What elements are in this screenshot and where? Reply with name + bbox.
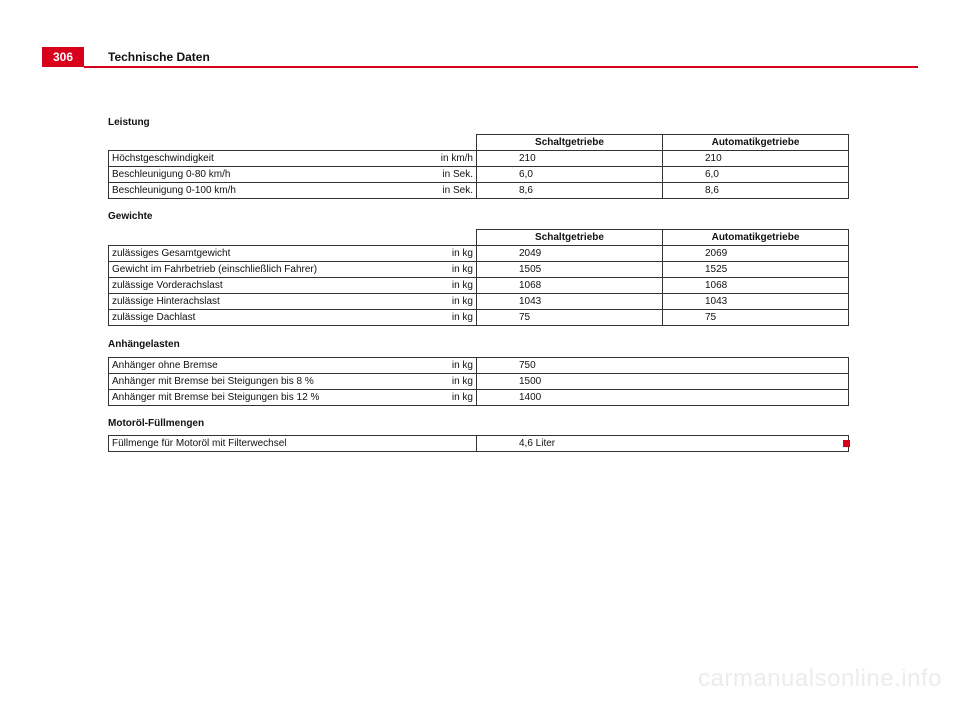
row-label-text: zulässige Vorderachslast: [112, 279, 223, 291]
row-label: [109, 294, 477, 310]
header-blank-cell: [109, 135, 477, 151]
row-unit: in kg: [451, 279, 473, 291]
manual-value: 1505: [477, 262, 663, 278]
row-label-text: Gewicht im Fahrbetrieb (einschließlich Fahrer): [112, 263, 318, 275]
row-unit: in kg: [451, 295, 473, 307]
row-value: 1500: [477, 374, 849, 390]
automatic-value: 75: [663, 310, 849, 326]
row-unit: in km/h: [440, 152, 473, 164]
row-label-text: zulässiges Gesamtgewicht: [112, 247, 231, 259]
watermark: carmanualsonline.info: [698, 665, 942, 692]
row-label-text: Höchstgeschwindigkeit: [112, 152, 214, 164]
page-number: 306: [42, 47, 84, 67]
row-unit: in kg: [451, 263, 473, 275]
row-unit: in Sek.: [442, 184, 473, 196]
row-label-text: zulässige Dachlast: [112, 311, 196, 323]
header-rule: [84, 66, 918, 68]
header-manual: Schaltgetriebe: [477, 135, 663, 151]
automatic-value: 2069: [663, 246, 849, 262]
row-unit: in kg: [451, 311, 473, 323]
table-motoroel: [108, 435, 849, 452]
row-label-text: Anhänger ohne Bremse: [112, 359, 218, 371]
row-unit: in kg: [451, 375, 473, 387]
row-label: [109, 151, 477, 167]
manual-value: 210: [477, 151, 663, 167]
row-unit: in Sek.: [442, 168, 473, 180]
row-unit: in kg: [451, 391, 473, 403]
table-row: [109, 262, 849, 278]
table-row: [109, 278, 849, 294]
row-label: [109, 374, 477, 390]
table-gewichte: [108, 229, 849, 326]
table-row: [109, 167, 849, 183]
table-row: [109, 390, 849, 406]
row-label: [109, 167, 477, 183]
table-row: [109, 183, 849, 199]
section-title-leistung: Leistung: [108, 117, 150, 128]
table-row: [109, 358, 849, 374]
table-anhaengelasten: [108, 357, 849, 406]
header-automatic: Automatikgetriebe: [663, 230, 849, 246]
automatic-value: 210: [663, 151, 849, 167]
manual-value: 6,0: [477, 167, 663, 183]
header-automatic: Automatikgetriebe: [663, 135, 849, 151]
table-row: [109, 294, 849, 310]
manual-value: 1043: [477, 294, 663, 310]
row-value: 750: [477, 358, 849, 374]
table-header-row: [109, 135, 849, 151]
row-value: 4,6 Liter: [477, 436, 849, 452]
page-title: Technische Daten: [108, 50, 210, 64]
row-label-text: zulässige Hinterachslast: [112, 295, 220, 307]
automatic-value: 1068: [663, 278, 849, 294]
row-label: [109, 358, 477, 374]
table-row: [109, 246, 849, 262]
table-row: [109, 436, 849, 452]
row-label: Füllmenge für Motoröl mit Filterwechsel: [109, 436, 477, 452]
row-label: [109, 278, 477, 294]
table-header-row: [109, 230, 849, 246]
row-unit: in kg: [451, 247, 473, 259]
row-label-text: Beschleunigung 0-100 km/h: [112, 184, 236, 196]
row-label-text: Beschleunigung 0-80 km/h: [112, 168, 231, 180]
section-title-motoroel: Motoröl-Füllmengen: [108, 418, 205, 429]
section-title-gewichte: Gewichte: [108, 211, 153, 222]
row-label: [109, 390, 477, 406]
row-label: [109, 183, 477, 199]
manual-value: 75: [477, 310, 663, 326]
row-value: 1400: [477, 390, 849, 406]
table-row: [109, 151, 849, 167]
row-unit: in kg: [451, 359, 473, 371]
automatic-value: 1043: [663, 294, 849, 310]
automatic-value: 1525: [663, 262, 849, 278]
row-label-text: Anhänger mit Bremse bei Steigungen bis 8 %: [112, 375, 314, 387]
manual-value: 2049: [477, 246, 663, 262]
header-manual: Schaltgetriebe: [477, 230, 663, 246]
table-row: [109, 310, 849, 326]
section-title-anhaengelasten: Anhängelasten: [108, 339, 180, 350]
manual-value: 8,6: [477, 183, 663, 199]
end-of-section-marker: [843, 440, 850, 447]
manual-value: 1068: [477, 278, 663, 294]
row-label: [109, 246, 477, 262]
automatic-value: 6,0: [663, 167, 849, 183]
header-blank-cell: [109, 230, 477, 246]
row-label: [109, 310, 477, 326]
automatic-value: 8,6: [663, 183, 849, 199]
table-row: [109, 374, 849, 390]
row-label-text: Anhänger mit Bremse bei Steigungen bis 12 %: [112, 391, 320, 403]
table-leistung: [108, 134, 849, 199]
row-label: [109, 262, 477, 278]
